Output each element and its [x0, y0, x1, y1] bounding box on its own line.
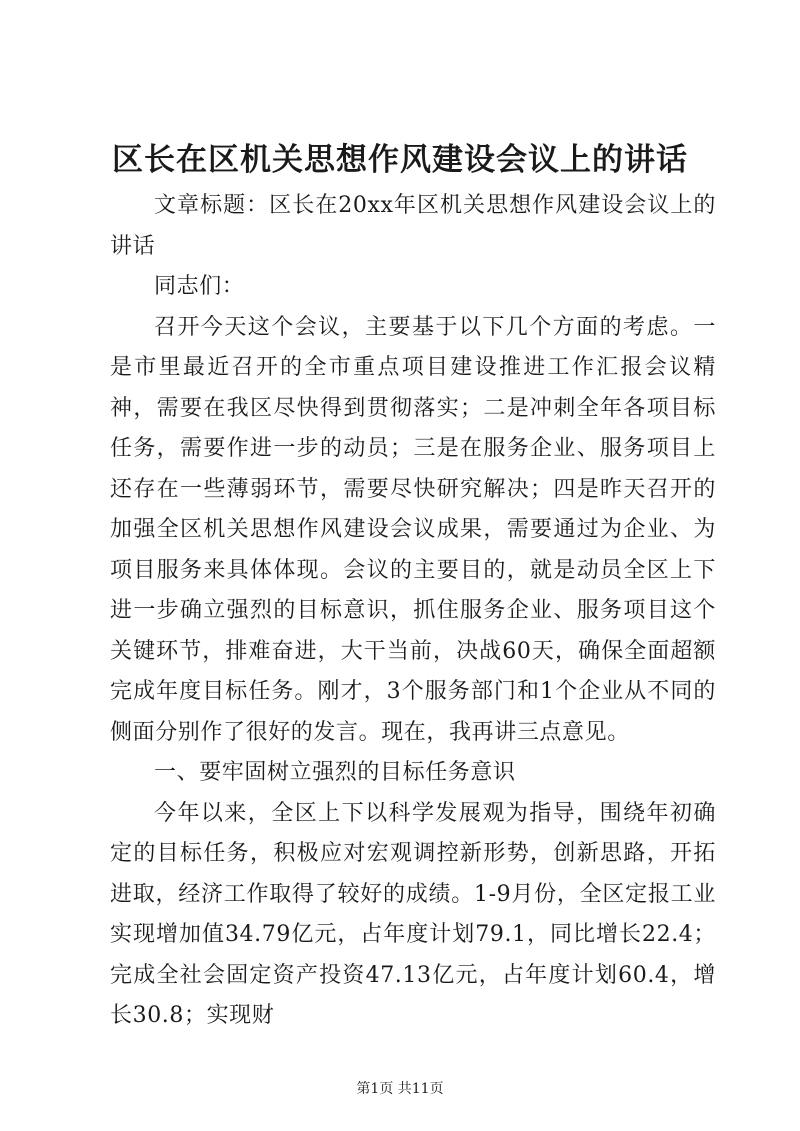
section-1-paragraph: 今年以来，全区上下以科学发展观为指导，围绕年初确定的目标任务，积极应对宏观调控新形势，创新思路，开拓进取，经济工作取得了较好的成绩。1-9月份，全区定报工业实现增加值34.79亿元，占年度计划79.1，同比增长22.4；完成全社会固定资产投资47.13亿元，占年度计划60.4，增长30.8；实现财: [110, 800, 716, 1028]
section-heading-1: 一、要牢固树立强烈的目标任务意识: [154, 760, 516, 785]
article-title-line: 文章标题：区长在20xx年区机关思想作风建设会议上的讲话: [110, 193, 716, 259]
document-body: [110, 186, 716, 1037]
intro-paragraph: 召开今天这个会议，主要基于以下几个方面的考虑。一是市里最近召开的全市重点项目建设推进工作汇报会议精神，需要在我区尽快得到贯彻落实；二是冲刺全年各项目标任务，需要作进一步的动员；三是在服务企业、服务项目上还存在一些薄弱环节，需要尽快研究解决；四是昨天召开的加强全区机关思想作风建设会议成果，需要通过为企业、为项目服务来具体体现。会议的主要目的，就是动员全区上下进一步确立强烈的目标意识，抓住服务企业、服务项目这个关键环节，排难奋进，大干当前，决战60天，确保全面超额完成年度目标任务。刚才，3个服务部门和1个企业从不同的侧面分别作了很好的发言。现在，我再讲三点意见。: [110, 314, 716, 745]
page-number-footer: 第1页 共11页: [356, 1081, 444, 1097]
salutation: 同志们：: [154, 274, 245, 299]
document-title: 区长在区机关思想作风建设会议上的讲话: [112, 142, 688, 178]
